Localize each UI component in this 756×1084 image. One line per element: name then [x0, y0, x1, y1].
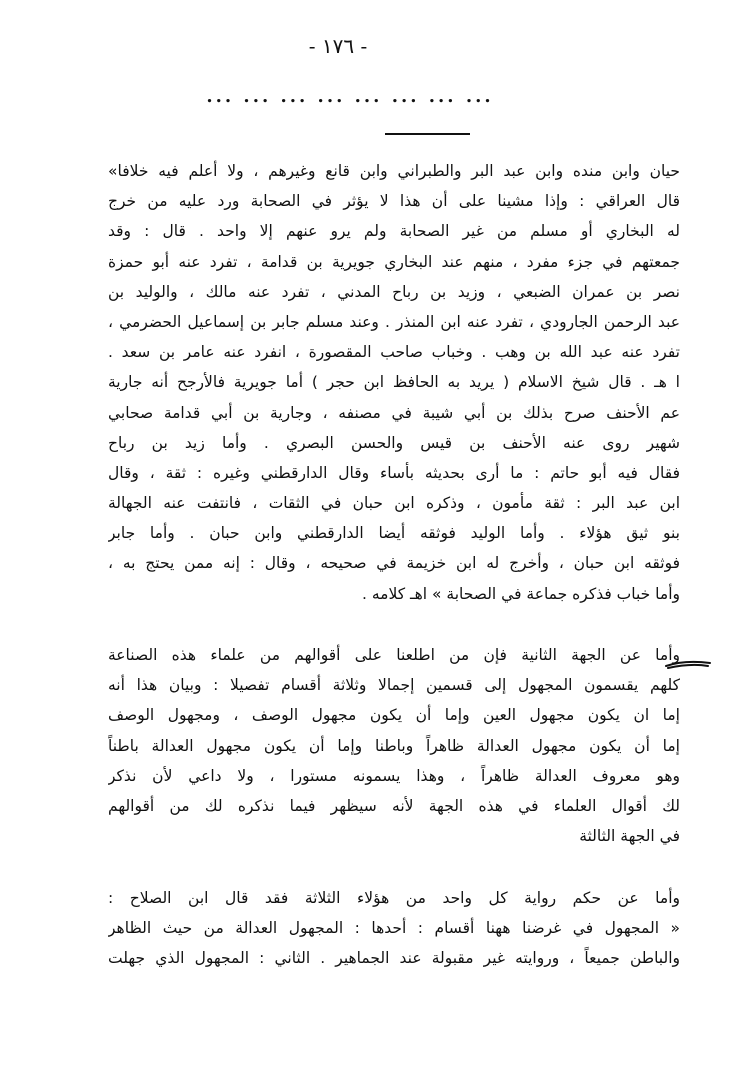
- text-line: عبد الرحمن الجارودي ، تفرد عنه ابن المنذر . وعند مسلم جابر بن إسماعيل الحضرمي ،: [108, 312, 680, 331]
- page-number: - ١٧٦ -: [308, 34, 368, 58]
- paragraph-3: [108, 883, 680, 974]
- text-line: في الجهة الثالثة: [579, 827, 680, 846]
- text-line: وأما عن حكم رواية كل واحد من هؤلاء الثلاثة فقد قال ابن الصلاح :: [108, 889, 680, 907]
- text-line: بنو ثيق هؤلاء . وأما الوليد فوثقه أيضا الدارقطني وابن حبان . وأما جابر: [108, 524, 680, 543]
- text-line: لك أقوال العلماء في هذه الجهة لأنه سيظهر فيما نذكره لك من أقوالهم: [108, 796, 680, 815]
- text-line: جمعتهم في جزء مفرد ، منهم عند البخاري جويرية بن قدامة ، تفرد عنه أبو حمزة: [108, 252, 680, 271]
- text-line: ا هـ . قال شيخ الاسلام ( يريد به الحافظ ابن حجر ) أما جويرية فالأرجح أنه جارية: [108, 373, 680, 392]
- text-line: كلهم يقسمون المجهول إلى قسمين إجمالا وثلاثة أقسام تفصيلا : وبيان هذا أنه: [108, 676, 680, 695]
- text-line: حيان وابن منده وابن عبد البر والطبراني وابن قانع وغيرهم ، ولا أعلم فيه خلافا»: [108, 162, 680, 180]
- text-line: وهو معروف العدالة ظاهراً ، وهذا يسمونه مستورا ، ولا داعي لأن نذكر: [108, 766, 680, 785]
- text-line: ابن عبد البر : ثقة مأمون ، وذكره ابن حبان في الثقات ، فانتفت عنه الجهالة: [108, 494, 680, 513]
- text-line: عم الأحنف صرح بذلك بن أبي شيبة في مصنفه ، وجارية بن أبي قدامة صحابي: [108, 403, 680, 422]
- text-line: إما ان يكون مجهول العين وإما أن يكون مجهول الوصف ، ومجهول الوصف: [108, 706, 680, 725]
- paragraph-1: [108, 156, 680, 609]
- text-line: فقال فيه أبو حاتم : ما أرى بحديثه بأساء وقال الدارقطني وغيره : ثقة ، وقال: [108, 463, 680, 482]
- text-line: شهير روى عنه الأحنف بن قيس والحسن البصري . وأما زيد بن رباح: [108, 433, 680, 452]
- text-line: والباطن جميعاً ، وروايته غير مقبولة عند الجماهير . الثاني : المجهول الذي جهلت: [108, 949, 680, 968]
- text-line: « المجهول في غرضنا ههنا أقسام : أحدها : المجهول العدالة من حيث الظاهر: [108, 919, 680, 938]
- text-line: تفرد عنه عبد الله بن وهب . وخباب صاحب المقصورة ، انفرد عنه عامر بن سعد .: [108, 343, 680, 362]
- ellipsis-separator: ... ... ... ... ... ... ... ...: [206, 86, 494, 107]
- paragraph-2: [108, 640, 680, 851]
- horizontal-rule: [385, 133, 470, 135]
- text-line: وأما عن الجهة الثانية فإن من اطلعنا على أقوالهم من علماء هذه الصناعة: [108, 646, 680, 664]
- text-line: نصر بن عمران الضبعي ، وزيد بن رباح المدني ، تفرد عنه مالك ، والوليد بن: [108, 282, 680, 301]
- text-line: فوثقه ابن حبان ، وأخرج له ابن خزيمة في صحيحه ، وقال : إنه ممن يحتج به ،: [108, 554, 680, 573]
- text-line: وأما خباب فذكره جماعة في الصحابة » اهـ كلامه .: [362, 584, 680, 603]
- text-line: إما أن يكون مجهول العدالة ظاهراً وباطنا وإما أن يكون مجهول العدالة باطناً: [108, 736, 680, 755]
- text-line: له البخاري أو مسلم من غير الصحابة ولم يرو عنهم إلا واحد . قال : وقد: [108, 222, 680, 241]
- text-line: قال العراقي : وإذا مشينا على أن هذا لا يؤثر في الصحابة ورد عليه من خرج: [108, 192, 680, 211]
